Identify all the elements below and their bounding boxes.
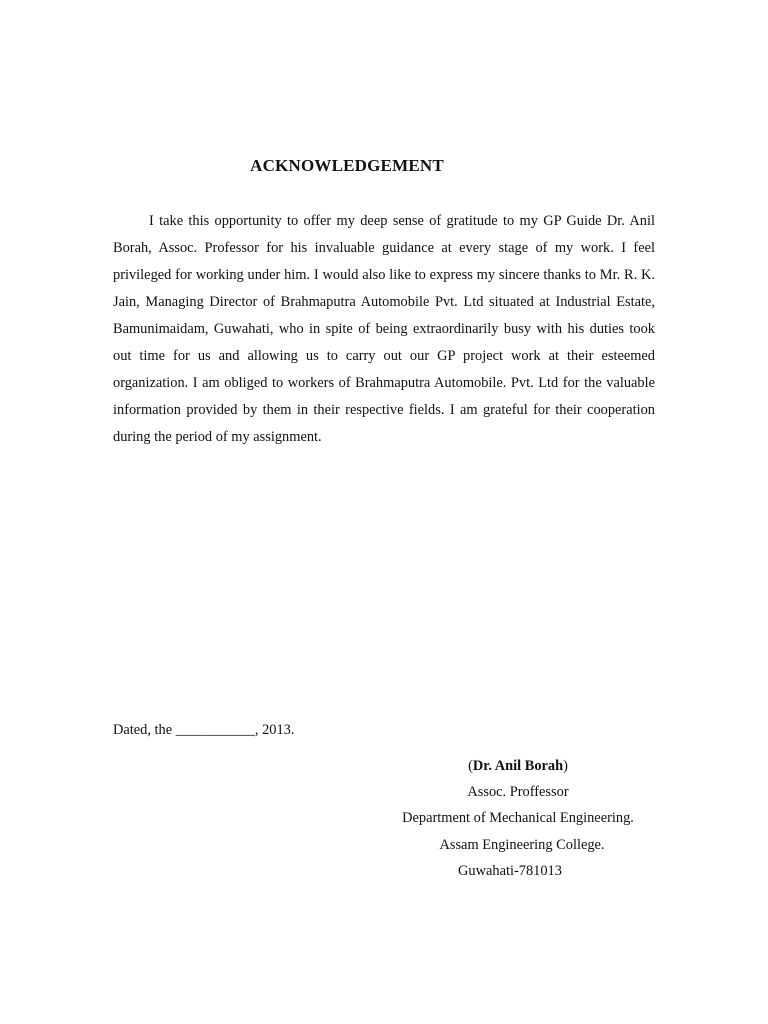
signatory-name-text: Dr. Anil Borah xyxy=(472,758,564,774)
close-paren: ) xyxy=(563,758,568,774)
page-title: ACKNOWLEDGEMENT xyxy=(250,156,444,175)
dated-line: Dated, the ___________, 2013. xyxy=(113,722,295,738)
open-paren: ( xyxy=(468,758,473,774)
signatory-department: Department of Mechanical Engineering. xyxy=(402,810,634,826)
signatory-college: Assam Engineering College. xyxy=(439,837,605,853)
acknowledgement-paragraph: I take this opportunity to offer my deep sense of gratitude to my GP Guide Dr. Anil Borah, Assoc. Professor for his invaluable guidance at every stage of my work. I feel privileged for working under him. I would also like to express my sincere thanks to Mr. R. K. Jain, Managing Director of Brahmaputra Automobile Pvt. Ltd situated at Industrial Estate, Bamunimaidam, Guwahati, who in spite of being extraordinarily busy with his duties took out time for us and allowing us to carry out our GP project work at their esteemed organization. I am obliged to workers of Brahmaputra Automobile. Pvt. Ltd for the valuable information provided by them in their respective fields. I am grateful for their cooperation during the period of my assignment. xyxy=(113,213,655,445)
signatory-title: Assoc. Proffessor xyxy=(467,784,569,800)
signatory-name xyxy=(0,756,768,776)
signatory-city: Guwahati-781013 xyxy=(458,863,562,879)
